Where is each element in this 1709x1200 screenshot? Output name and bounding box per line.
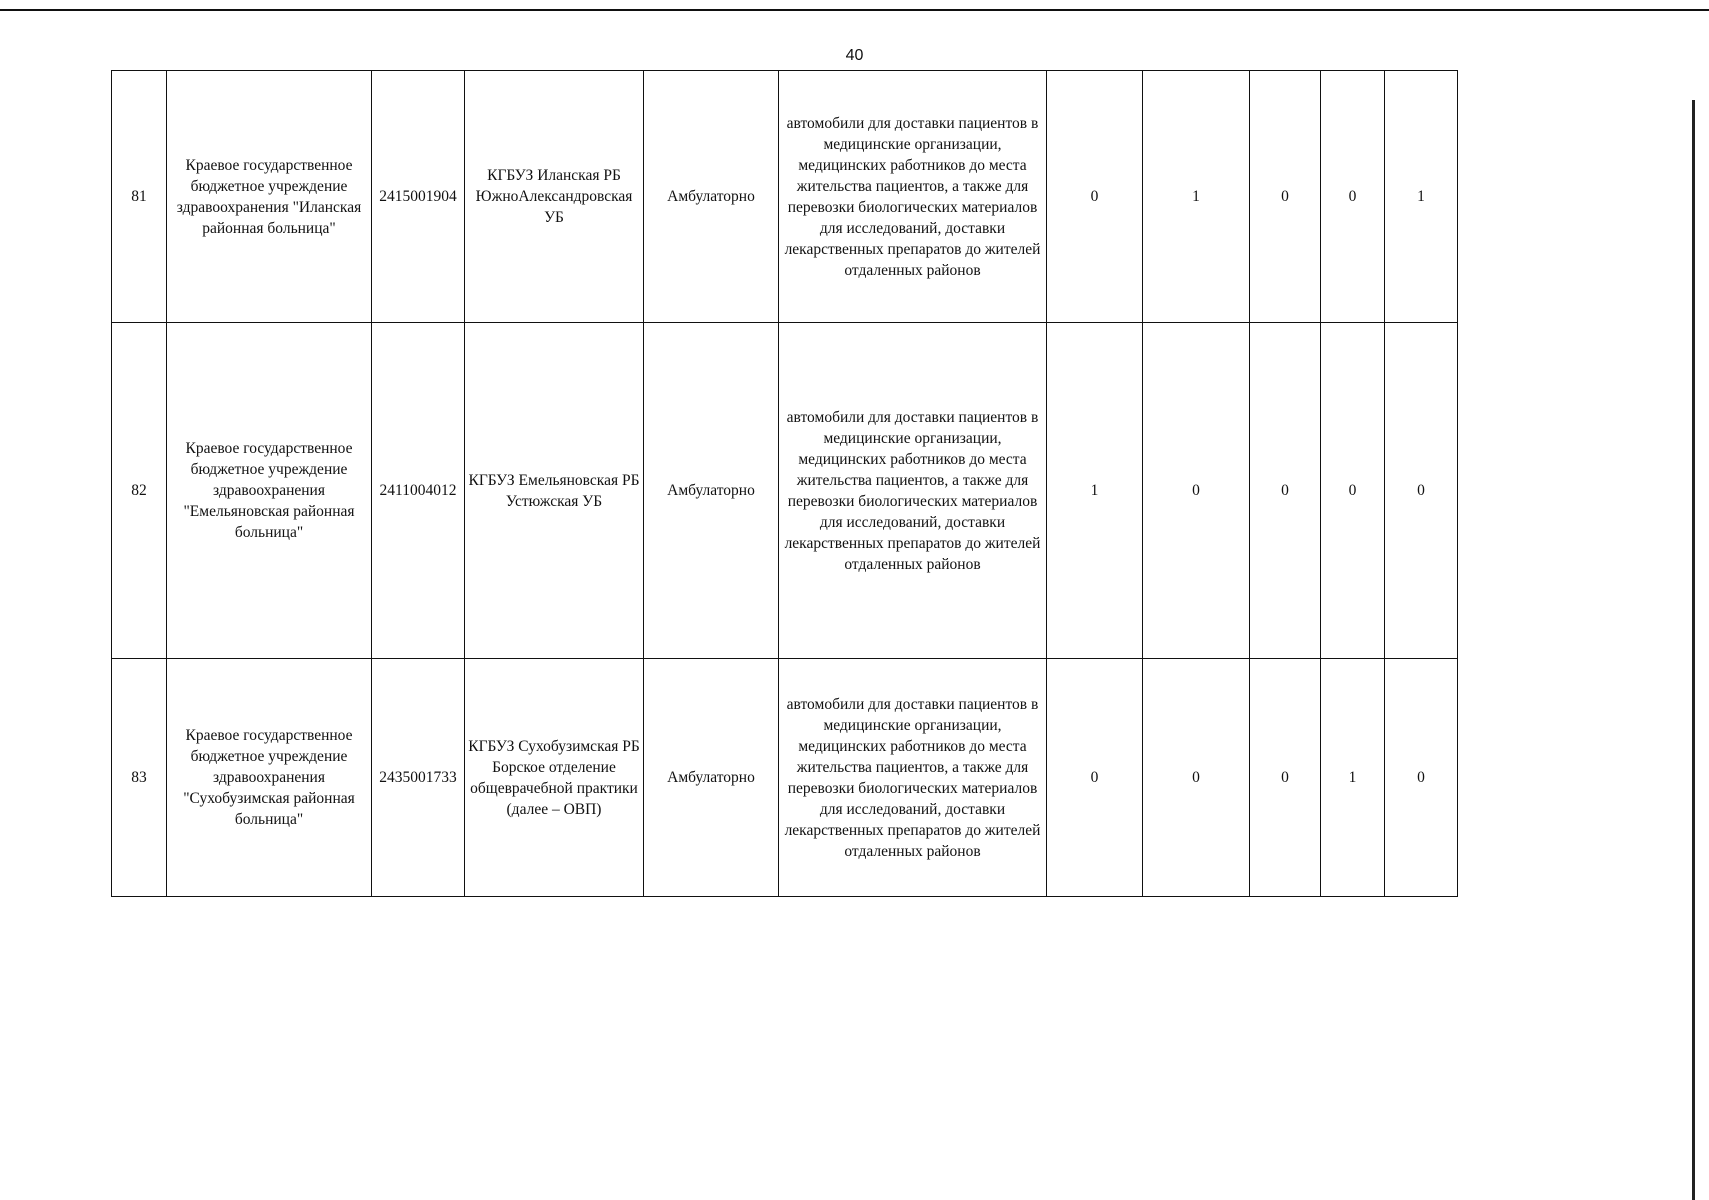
data-table: [111, 70, 1458, 897]
table-row-81: [112, 71, 1458, 323]
care-mode: Амбулаторно: [644, 323, 779, 659]
page-edge: [1692, 100, 1695, 1200]
value-3: 0: [1250, 659, 1321, 897]
row-number: 83: [112, 659, 167, 897]
value-2: 1: [1143, 71, 1250, 323]
row-number: 82: [112, 323, 167, 659]
value-2: 0: [1143, 323, 1250, 659]
value-4: 1: [1321, 659, 1385, 897]
value-5: 0: [1385, 659, 1458, 897]
value-1: 0: [1047, 71, 1143, 323]
value-3: 0: [1250, 71, 1321, 323]
value-5: 1: [1385, 71, 1458, 323]
vehicle-purpose: автомобили для доставки пациентов в медицинские организации, медицинских работников до места жительства пациентов, а также для перевозки биологических материалов для исследований, доставки лекарственных препаратов до жителей отдаленных районов: [779, 71, 1047, 323]
inn-code: 2415001904: [372, 71, 465, 323]
table-row-82: [112, 323, 1458, 659]
organization-name: Краевое государственное бюджетное учреждение здравоохранения "Сухобузимская районная больница": [167, 659, 372, 897]
inn-code: 2411004012: [372, 323, 465, 659]
value-1: 1: [1047, 323, 1143, 659]
care-mode: Амбулаторно: [644, 659, 779, 897]
facility-unit: КГБУЗ Емельяновская РБ Устюжская УБ: [465, 323, 644, 659]
table-row-83: [112, 659, 1458, 897]
value-2: 0: [1143, 659, 1250, 897]
vehicle-purpose: автомобили для доставки пациентов в медицинские организации, медицинских работников до места жительства пациентов, а также для перевозки биологических материалов для исследований, доставки лекарственных препаратов до жителей отдаленных районов: [779, 323, 1047, 659]
inn-code: 2435001733: [372, 659, 465, 897]
care-mode: Амбулаторно: [644, 71, 779, 323]
page-number: 40: [845, 47, 864, 64]
vehicle-purpose: автомобили для доставки пациентов в медицинские организации, медицинских работников до места жительства пациентов, а также для перевозки биологических материалов для исследований, доставки лекарственных препаратов до жителей отдаленных районов: [779, 659, 1047, 897]
value-4: 0: [1321, 71, 1385, 323]
value-1: 0: [1047, 659, 1143, 897]
value-4: 0: [1321, 323, 1385, 659]
organization-name: Краевое государственное бюджетное учреждение здравоохранения "Иланская районная больница": [167, 71, 372, 323]
facility-unit: КГБУЗ Сухобузимская РБ Борское отделение общеврачебной практики (далее – ОВП): [465, 659, 644, 897]
organization-name: Краевое государственное бюджетное учреждение здравоохранения "Емельяновская районная больница": [167, 323, 372, 659]
row-number: 81: [112, 71, 167, 323]
top-rule: [0, 9, 1709, 11]
facility-unit: КГБУЗ Иланская РБ ЮжноАлександровская УБ: [465, 71, 644, 323]
value-3: 0: [1250, 323, 1321, 659]
value-5: 0: [1385, 323, 1458, 659]
